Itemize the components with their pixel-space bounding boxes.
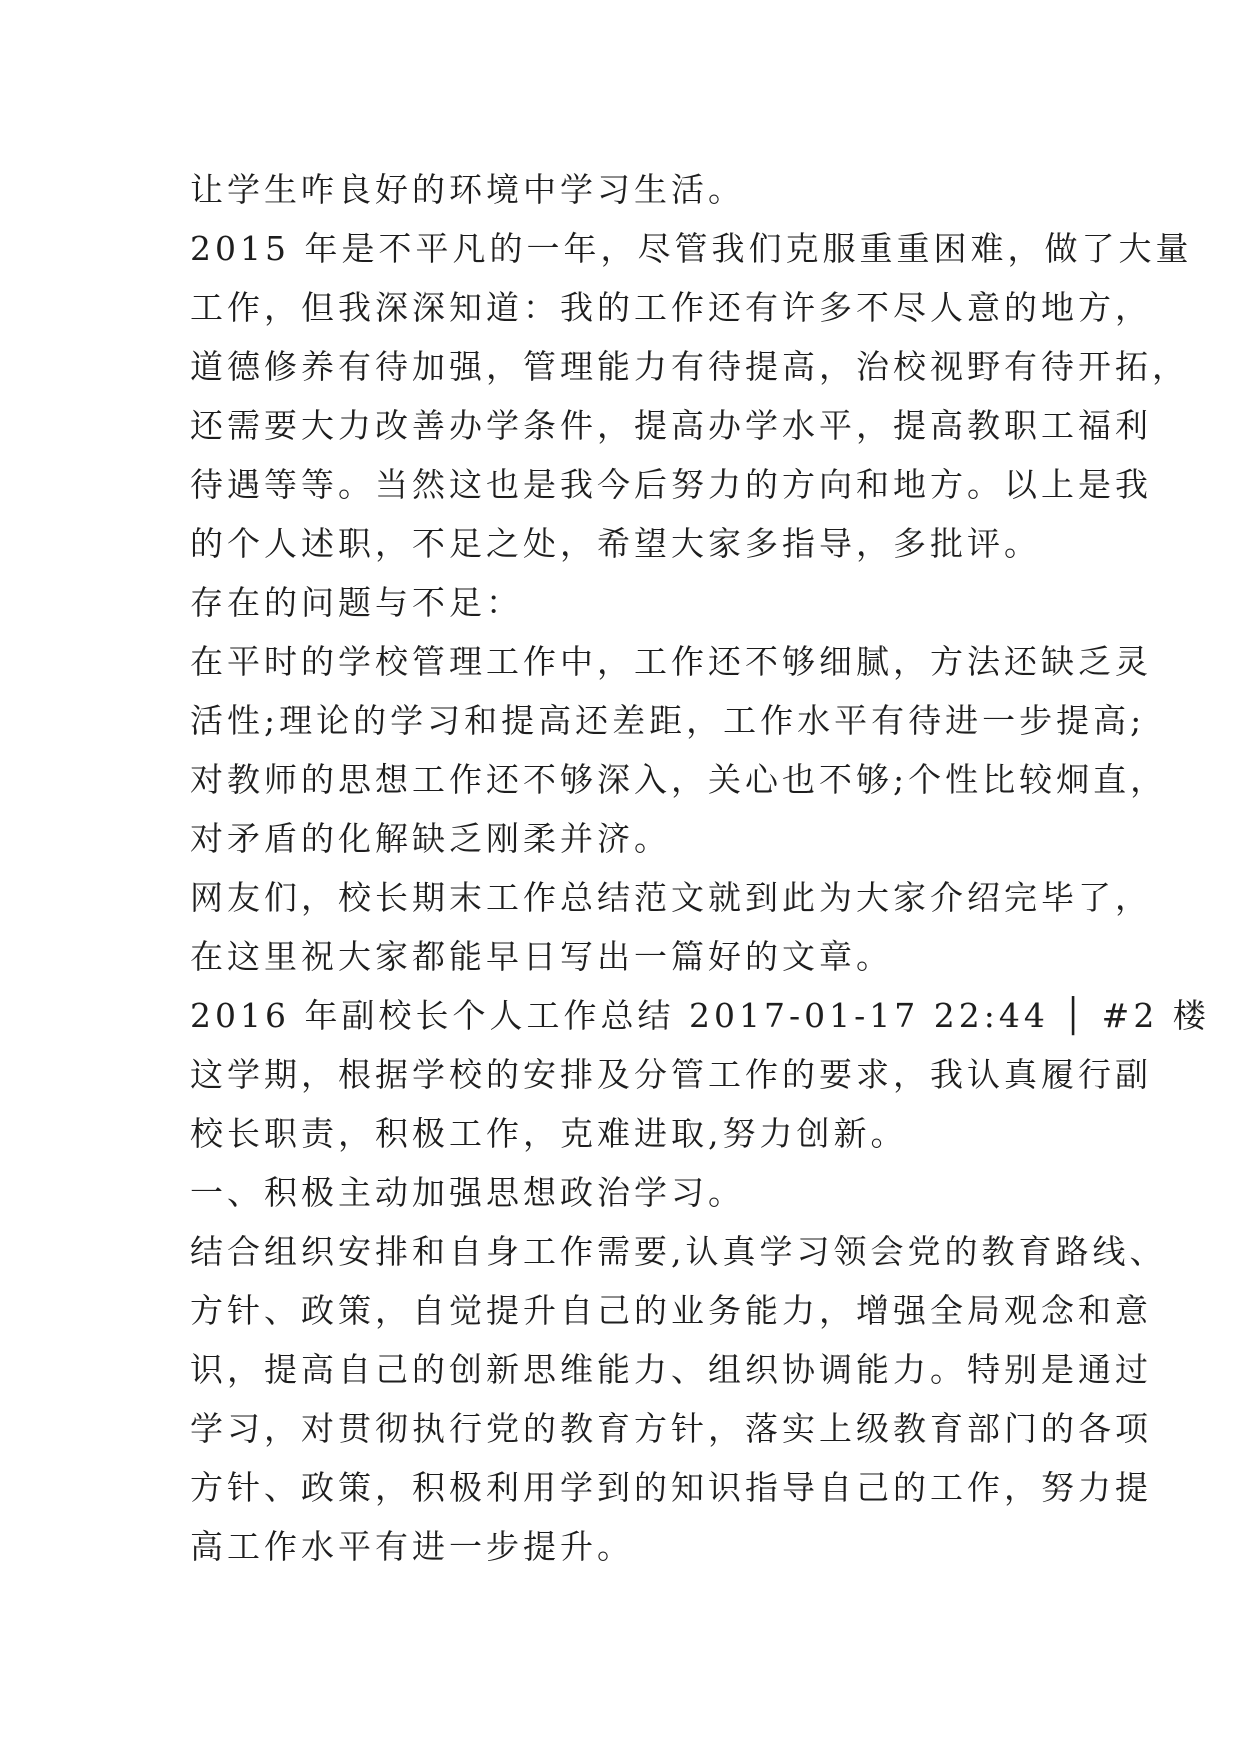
text-line: 还需要大力改善办学条件，提高办学水平，提高教职工福利: [190, 406, 1152, 445]
text-line: 待遇等等。当然这也是我今后努力的方向和地方。以上是我: [190, 465, 1152, 504]
text-line: 活性;理论的学习和提高还差距，工作水平有待进一步提高;: [190, 701, 1146, 740]
text-line: 学习，对贯彻执行党的教育方针，落实上级教育部门的各项: [190, 1409, 1152, 1448]
text-line: 道德修养有待加强，管理能力有待提高，治校视野有待开拓，: [190, 347, 1189, 386]
text-line: 识，提高自己的创新思维能力、组织协调能力。特别是通过: [190, 1350, 1152, 1389]
document-body: [190, 160, 1210, 1576]
text-line: 让学生咋良好的环境中学习生活。: [190, 170, 745, 209]
section-heading: 存在的问题与不足：: [190, 583, 523, 622]
text-line: 在平时的学校管理工作中，工作还不够细腻，方法还缺乏灵: [190, 642, 1152, 681]
text-line: 这学期，根据学校的安排及分管工作的要求，我认真履行副: [190, 1055, 1152, 1094]
text-line: 工作，但我深深知道：我的工作还有许多不尽人意的地方，: [190, 288, 1152, 327]
text-line: 网友们，校长期末工作总结范文就到此为大家介绍完毕了，: [190, 878, 1152, 917]
text-line: 方针、政策，自觉提升自己的业务能力，增强全局观念和意: [190, 1291, 1152, 1330]
text-line: 校长职责，积极工作，克难进取,努力创新。: [190, 1114, 908, 1153]
section-heading: 一、积极主动加强思想政治学习。: [190, 1173, 745, 1212]
text-line: 方针、政策，积极利用学到的知识指导自己的工作，努力提: [190, 1468, 1152, 1507]
post-title-line: 2016 年副校长个人工作总结 2017-01-17 22:44 │ #2 楼: [190, 996, 1210, 1035]
text-line: 对教师的思想工作还不够深入，关心也不够;个性比较炯直，: [190, 760, 1168, 799]
text-line: 的个人述职，不足之处，希望大家多指导，多批评。: [190, 524, 1041, 563]
text-line: 2015 年是不平凡的一年，尽管我们克服重重困难，做了大量: [190, 229, 1193, 268]
text-line: 高工作水平有进一步提升。: [190, 1527, 634, 1566]
text-line: 在这里祝大家都能早日写出一篇好的文章。: [190, 937, 893, 976]
text-line: 结合组织安排和自身工作需要,认真学习领会党的教育路线、: [190, 1232, 1167, 1271]
text-line: 对矛盾的化解缺乏刚柔并济。: [190, 819, 671, 858]
